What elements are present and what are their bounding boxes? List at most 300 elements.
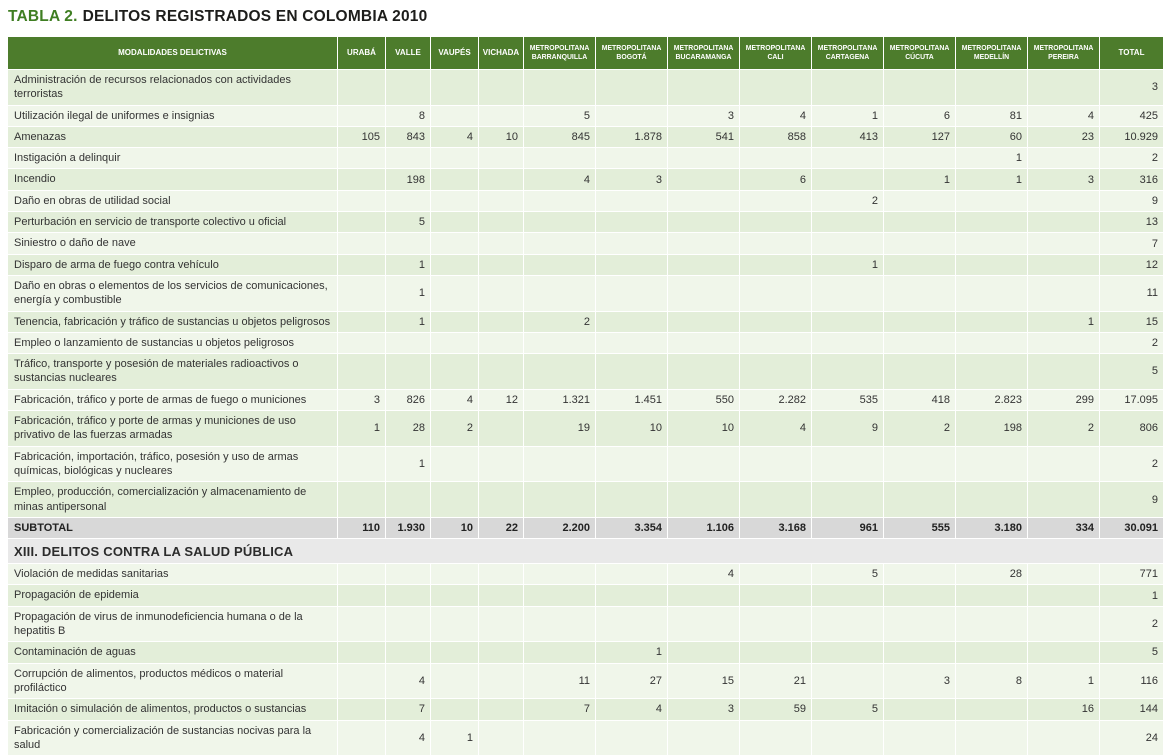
value-cell: 961 [812, 517, 884, 538]
value-cell: 2.282 [740, 389, 812, 410]
value-cell: 1 [338, 411, 386, 447]
value-cell [740, 446, 812, 482]
column-header: VAUPÉS [431, 37, 479, 70]
table-row [8, 254, 1164, 275]
value-cell: 1 [596, 642, 668, 663]
value-cell [431, 482, 479, 518]
value-cell: 10 [431, 517, 479, 538]
value-cell: 110 [338, 517, 386, 538]
value-cell [338, 482, 386, 518]
value-cell: 4 [524, 169, 596, 190]
value-cell [338, 233, 386, 254]
table-row [8, 699, 1164, 720]
value-cell: 2 [1100, 606, 1164, 642]
crime-name: Siniestro o daño de nave [8, 233, 338, 254]
value-cell [740, 254, 812, 275]
value-cell [596, 720, 668, 756]
value-cell: 4 [668, 564, 740, 585]
value-cell [596, 148, 668, 169]
value-cell [884, 148, 956, 169]
value-cell: 9 [812, 411, 884, 447]
value-cell [479, 233, 524, 254]
table-row [8, 148, 1164, 169]
table-row [8, 564, 1164, 585]
value-cell [338, 720, 386, 756]
value-cell [956, 585, 1028, 606]
value-cell [740, 354, 812, 390]
value-cell [740, 564, 812, 585]
value-cell [884, 585, 956, 606]
table-row [8, 389, 1164, 410]
table-row [8, 169, 1164, 190]
table-row [8, 190, 1164, 211]
value-cell: 2 [431, 411, 479, 447]
value-cell [479, 720, 524, 756]
table-row [8, 311, 1164, 332]
value-cell [431, 105, 479, 126]
value-cell: 5 [812, 699, 884, 720]
table-row [8, 663, 1164, 699]
table-row [8, 354, 1164, 390]
table-row [8, 482, 1164, 518]
value-cell [524, 446, 596, 482]
value-cell [479, 275, 524, 311]
value-cell: 4 [740, 411, 812, 447]
value-cell: 11 [524, 663, 596, 699]
value-cell [338, 311, 386, 332]
value-cell [524, 212, 596, 233]
value-cell [524, 190, 596, 211]
value-cell [524, 482, 596, 518]
value-cell [1028, 70, 1100, 106]
value-cell: 8 [386, 105, 431, 126]
value-cell [479, 169, 524, 190]
value-cell [431, 642, 479, 663]
value-cell [812, 482, 884, 518]
value-cell: 4 [431, 126, 479, 147]
table-row [8, 606, 1164, 642]
value-cell [740, 642, 812, 663]
value-cell: 2 [812, 190, 884, 211]
value-cell: 6 [740, 169, 812, 190]
value-cell [596, 311, 668, 332]
value-cell [884, 606, 956, 642]
value-cell [1028, 446, 1100, 482]
value-cell [884, 699, 956, 720]
table-row [8, 332, 1164, 353]
value-cell: 425 [1100, 105, 1164, 126]
value-cell [338, 564, 386, 585]
value-cell [479, 311, 524, 332]
value-cell [812, 169, 884, 190]
column-header: URABÁ [338, 37, 386, 70]
value-cell: 81 [956, 105, 1028, 126]
value-cell [479, 254, 524, 275]
value-cell: 13 [1100, 212, 1164, 233]
value-cell [956, 70, 1028, 106]
value-cell: 3 [884, 663, 956, 699]
value-cell: 1 [1028, 663, 1100, 699]
column-header: METROPOLITANA BUCARAMANGA [668, 37, 740, 70]
crime-name: Amenazas [8, 126, 338, 147]
column-header: METROPOLITANA MEDELLÍN [956, 37, 1028, 70]
value-cell: 16 [1028, 699, 1100, 720]
column-header: VICHADA [479, 37, 524, 70]
value-cell [668, 311, 740, 332]
value-cell: 144 [1100, 699, 1164, 720]
value-cell [1028, 642, 1100, 663]
value-cell [956, 190, 1028, 211]
crime-name: Propagación de virus de inmunodeficiencia humana o de la hepatitis B [8, 606, 338, 642]
value-cell: 15 [1100, 311, 1164, 332]
column-header: TOTAL [1100, 37, 1164, 70]
value-cell [479, 663, 524, 699]
value-cell: 1 [812, 105, 884, 126]
value-cell [1028, 606, 1100, 642]
value-cell [740, 70, 812, 106]
value-cell: 535 [812, 389, 884, 410]
value-cell [812, 642, 884, 663]
value-cell [524, 642, 596, 663]
value-cell [338, 148, 386, 169]
value-cell [386, 332, 431, 353]
crime-name: Propagación de epidemia [8, 585, 338, 606]
value-cell [668, 482, 740, 518]
value-cell [431, 699, 479, 720]
value-cell [812, 311, 884, 332]
value-cell: 4 [386, 663, 431, 699]
column-header: METROPOLITANA CARTAGENA [812, 37, 884, 70]
subtotal-row [8, 517, 1164, 538]
value-cell: 3.180 [956, 517, 1028, 538]
value-cell [338, 70, 386, 106]
table-row [8, 585, 1164, 606]
value-cell [668, 642, 740, 663]
value-cell [1028, 275, 1100, 311]
column-header: METROPOLITANA BARRANQUILLA [524, 37, 596, 70]
value-cell: 334 [1028, 517, 1100, 538]
value-cell [596, 212, 668, 233]
value-cell: 1.321 [524, 389, 596, 410]
subtotal-label: SUBTOTAL [8, 517, 338, 538]
value-cell: 3 [668, 699, 740, 720]
value-cell [740, 311, 812, 332]
crime-name: Incendio [8, 169, 338, 190]
value-cell [338, 212, 386, 233]
value-cell [956, 275, 1028, 311]
value-cell [956, 354, 1028, 390]
value-cell: 7 [386, 699, 431, 720]
value-cell [812, 212, 884, 233]
value-cell [884, 564, 956, 585]
value-cell [956, 720, 1028, 756]
value-cell [1028, 148, 1100, 169]
value-cell: 4 [386, 720, 431, 756]
value-cell: 17.095 [1100, 389, 1164, 410]
value-cell: 1.930 [386, 517, 431, 538]
value-cell [596, 354, 668, 390]
value-cell: 3.168 [740, 517, 812, 538]
value-cell [1028, 585, 1100, 606]
value-cell [338, 254, 386, 275]
table-body [8, 70, 1164, 756]
value-cell: 1 [812, 254, 884, 275]
value-cell [956, 254, 1028, 275]
value-cell: 3 [338, 389, 386, 410]
value-cell [479, 105, 524, 126]
column-header-modalidades: MODALIDADES DELICTIVAS [8, 37, 338, 70]
value-cell: 413 [812, 126, 884, 147]
value-cell: 1 [386, 254, 431, 275]
value-cell [956, 699, 1028, 720]
value-cell [956, 642, 1028, 663]
crimes-registered-table [7, 36, 1164, 756]
value-cell [812, 606, 884, 642]
value-cell [479, 564, 524, 585]
value-cell [884, 275, 956, 311]
value-cell [812, 275, 884, 311]
value-cell [524, 720, 596, 756]
value-cell: 12 [479, 389, 524, 410]
value-cell: 6 [884, 105, 956, 126]
value-cell [386, 70, 431, 106]
value-cell: 1 [386, 446, 431, 482]
value-cell [431, 212, 479, 233]
table-number-label: TABLA 2. [8, 8, 78, 25]
value-cell [884, 311, 956, 332]
value-cell: 3 [668, 105, 740, 126]
value-cell [524, 254, 596, 275]
value-cell [668, 190, 740, 211]
value-cell [479, 585, 524, 606]
value-cell [386, 606, 431, 642]
value-cell [431, 148, 479, 169]
value-cell [596, 446, 668, 482]
value-cell [1028, 233, 1100, 254]
value-cell [338, 275, 386, 311]
value-cell: 7 [524, 699, 596, 720]
value-cell: 5 [386, 212, 431, 233]
value-cell [668, 212, 740, 233]
value-cell [812, 446, 884, 482]
value-cell: 127 [884, 126, 956, 147]
value-cell: 2 [1100, 446, 1164, 482]
value-cell [338, 642, 386, 663]
value-cell [524, 233, 596, 254]
value-cell [812, 148, 884, 169]
table-row [8, 105, 1164, 126]
value-cell [668, 354, 740, 390]
value-cell: 7 [1100, 233, 1164, 254]
value-cell [596, 585, 668, 606]
value-cell [740, 332, 812, 353]
value-cell [596, 233, 668, 254]
crime-name: Fabricación, tráfico y porte de armas de fuego o municiones [8, 389, 338, 410]
value-cell [668, 332, 740, 353]
value-cell [668, 254, 740, 275]
value-cell [479, 70, 524, 106]
crime-name: Empleo, producción, comercialización y almacenamiento de minas antipersonal [8, 482, 338, 518]
crime-name: Utilización ilegal de uniformes e insignias [8, 105, 338, 126]
crime-name: Imitación o simulación de alimentos, productos o sustancias [8, 699, 338, 720]
value-cell: 28 [956, 564, 1028, 585]
value-cell [740, 606, 812, 642]
value-cell: 28 [386, 411, 431, 447]
value-cell: 5 [812, 564, 884, 585]
value-cell: 858 [740, 126, 812, 147]
value-cell [812, 663, 884, 699]
value-cell: 9 [1100, 482, 1164, 518]
column-header: VALLE [386, 37, 431, 70]
value-cell: 2 [524, 311, 596, 332]
section-title: XIII. DELITOS CONTRA LA SALUD PÚBLICA [8, 539, 1164, 564]
value-cell: 5 [524, 105, 596, 126]
value-cell [431, 585, 479, 606]
value-cell [884, 482, 956, 518]
value-cell [668, 70, 740, 106]
value-cell: 27 [596, 663, 668, 699]
column-header: METROPOLITANA PEREIRA [1028, 37, 1100, 70]
crime-name: Fabricación, tráfico y porte de armas y municiones de uso privativo de las fuerzas armadas [8, 411, 338, 447]
value-cell [956, 212, 1028, 233]
column-header: METROPOLITANA CÚCUTA [884, 37, 956, 70]
value-cell [479, 482, 524, 518]
value-cell [668, 233, 740, 254]
value-cell [668, 275, 740, 311]
value-cell: 10 [479, 126, 524, 147]
value-cell [386, 233, 431, 254]
table-row [8, 212, 1164, 233]
value-cell [740, 275, 812, 311]
value-cell: 1 [1100, 585, 1164, 606]
table-row [8, 233, 1164, 254]
value-cell: 9 [1100, 190, 1164, 211]
value-cell: 19 [524, 411, 596, 447]
value-cell [884, 446, 956, 482]
value-cell [596, 70, 668, 106]
value-cell: 1 [1028, 311, 1100, 332]
value-cell: 1 [884, 169, 956, 190]
value-cell: 1.451 [596, 389, 668, 410]
value-cell [884, 190, 956, 211]
value-cell [431, 606, 479, 642]
value-cell [1028, 212, 1100, 233]
value-cell [740, 212, 812, 233]
value-cell: 1.106 [668, 517, 740, 538]
value-cell [338, 585, 386, 606]
value-cell: 3 [1028, 169, 1100, 190]
value-cell: 116 [1100, 663, 1164, 699]
crime-name: Corrupción de alimentos, productos médicos o material profiláctico [8, 663, 338, 699]
value-cell: 1 [431, 720, 479, 756]
value-cell [884, 212, 956, 233]
value-cell: 10.929 [1100, 126, 1164, 147]
value-cell [668, 720, 740, 756]
value-cell: 316 [1100, 169, 1164, 190]
value-cell [596, 190, 668, 211]
value-cell [884, 332, 956, 353]
value-cell: 59 [740, 699, 812, 720]
value-cell: 10 [668, 411, 740, 447]
value-cell: 1 [956, 148, 1028, 169]
value-cell [386, 148, 431, 169]
table-head [8, 37, 1164, 70]
page-title [8, 8, 1163, 26]
value-cell: 2 [1100, 332, 1164, 353]
value-cell [338, 105, 386, 126]
value-cell: 3.354 [596, 517, 668, 538]
value-cell [812, 332, 884, 353]
value-cell: 3 [596, 169, 668, 190]
value-cell: 22 [479, 517, 524, 538]
value-cell [386, 354, 431, 390]
value-cell: 2.823 [956, 389, 1028, 410]
value-cell [740, 233, 812, 254]
value-cell [479, 212, 524, 233]
value-cell [740, 585, 812, 606]
crime-name: Contaminación de aguas [8, 642, 338, 663]
value-cell [338, 446, 386, 482]
value-cell [479, 190, 524, 211]
value-cell [479, 606, 524, 642]
value-cell [431, 663, 479, 699]
value-cell [386, 190, 431, 211]
value-cell [431, 70, 479, 106]
crime-name: Daño en obras de utilidad social [8, 190, 338, 211]
value-cell [338, 606, 386, 642]
value-cell: 105 [338, 126, 386, 147]
crime-name: Fabricación y comercialización de sustancias nocivas para la salud [8, 720, 338, 756]
value-cell: 843 [386, 126, 431, 147]
value-cell: 4 [596, 699, 668, 720]
value-cell [1028, 332, 1100, 353]
value-cell [812, 720, 884, 756]
value-cell [524, 275, 596, 311]
table-row [8, 70, 1164, 106]
value-cell: 4 [1028, 105, 1100, 126]
value-cell [1028, 720, 1100, 756]
value-cell [524, 606, 596, 642]
value-cell [884, 720, 956, 756]
value-cell: 1.878 [596, 126, 668, 147]
value-cell [431, 190, 479, 211]
value-cell [956, 233, 1028, 254]
value-cell: 198 [956, 411, 1028, 447]
value-cell [812, 70, 884, 106]
table-row [8, 126, 1164, 147]
value-cell [668, 585, 740, 606]
crime-name: Violación de medidas sanitarias [8, 564, 338, 585]
value-cell [884, 354, 956, 390]
value-cell [386, 642, 431, 663]
value-cell: 418 [884, 389, 956, 410]
value-cell [1028, 564, 1100, 585]
crime-name: Instigación a delinquir [8, 148, 338, 169]
table-row [8, 275, 1164, 311]
value-cell: 3 [1100, 70, 1164, 106]
value-cell [596, 275, 668, 311]
value-cell: 2 [884, 411, 956, 447]
table-row [8, 642, 1164, 663]
value-cell [386, 564, 431, 585]
value-cell [431, 254, 479, 275]
value-cell [884, 254, 956, 275]
value-cell: 12 [1100, 254, 1164, 275]
value-cell: 555 [884, 517, 956, 538]
value-cell [956, 311, 1028, 332]
value-cell [479, 699, 524, 720]
value-cell [338, 354, 386, 390]
